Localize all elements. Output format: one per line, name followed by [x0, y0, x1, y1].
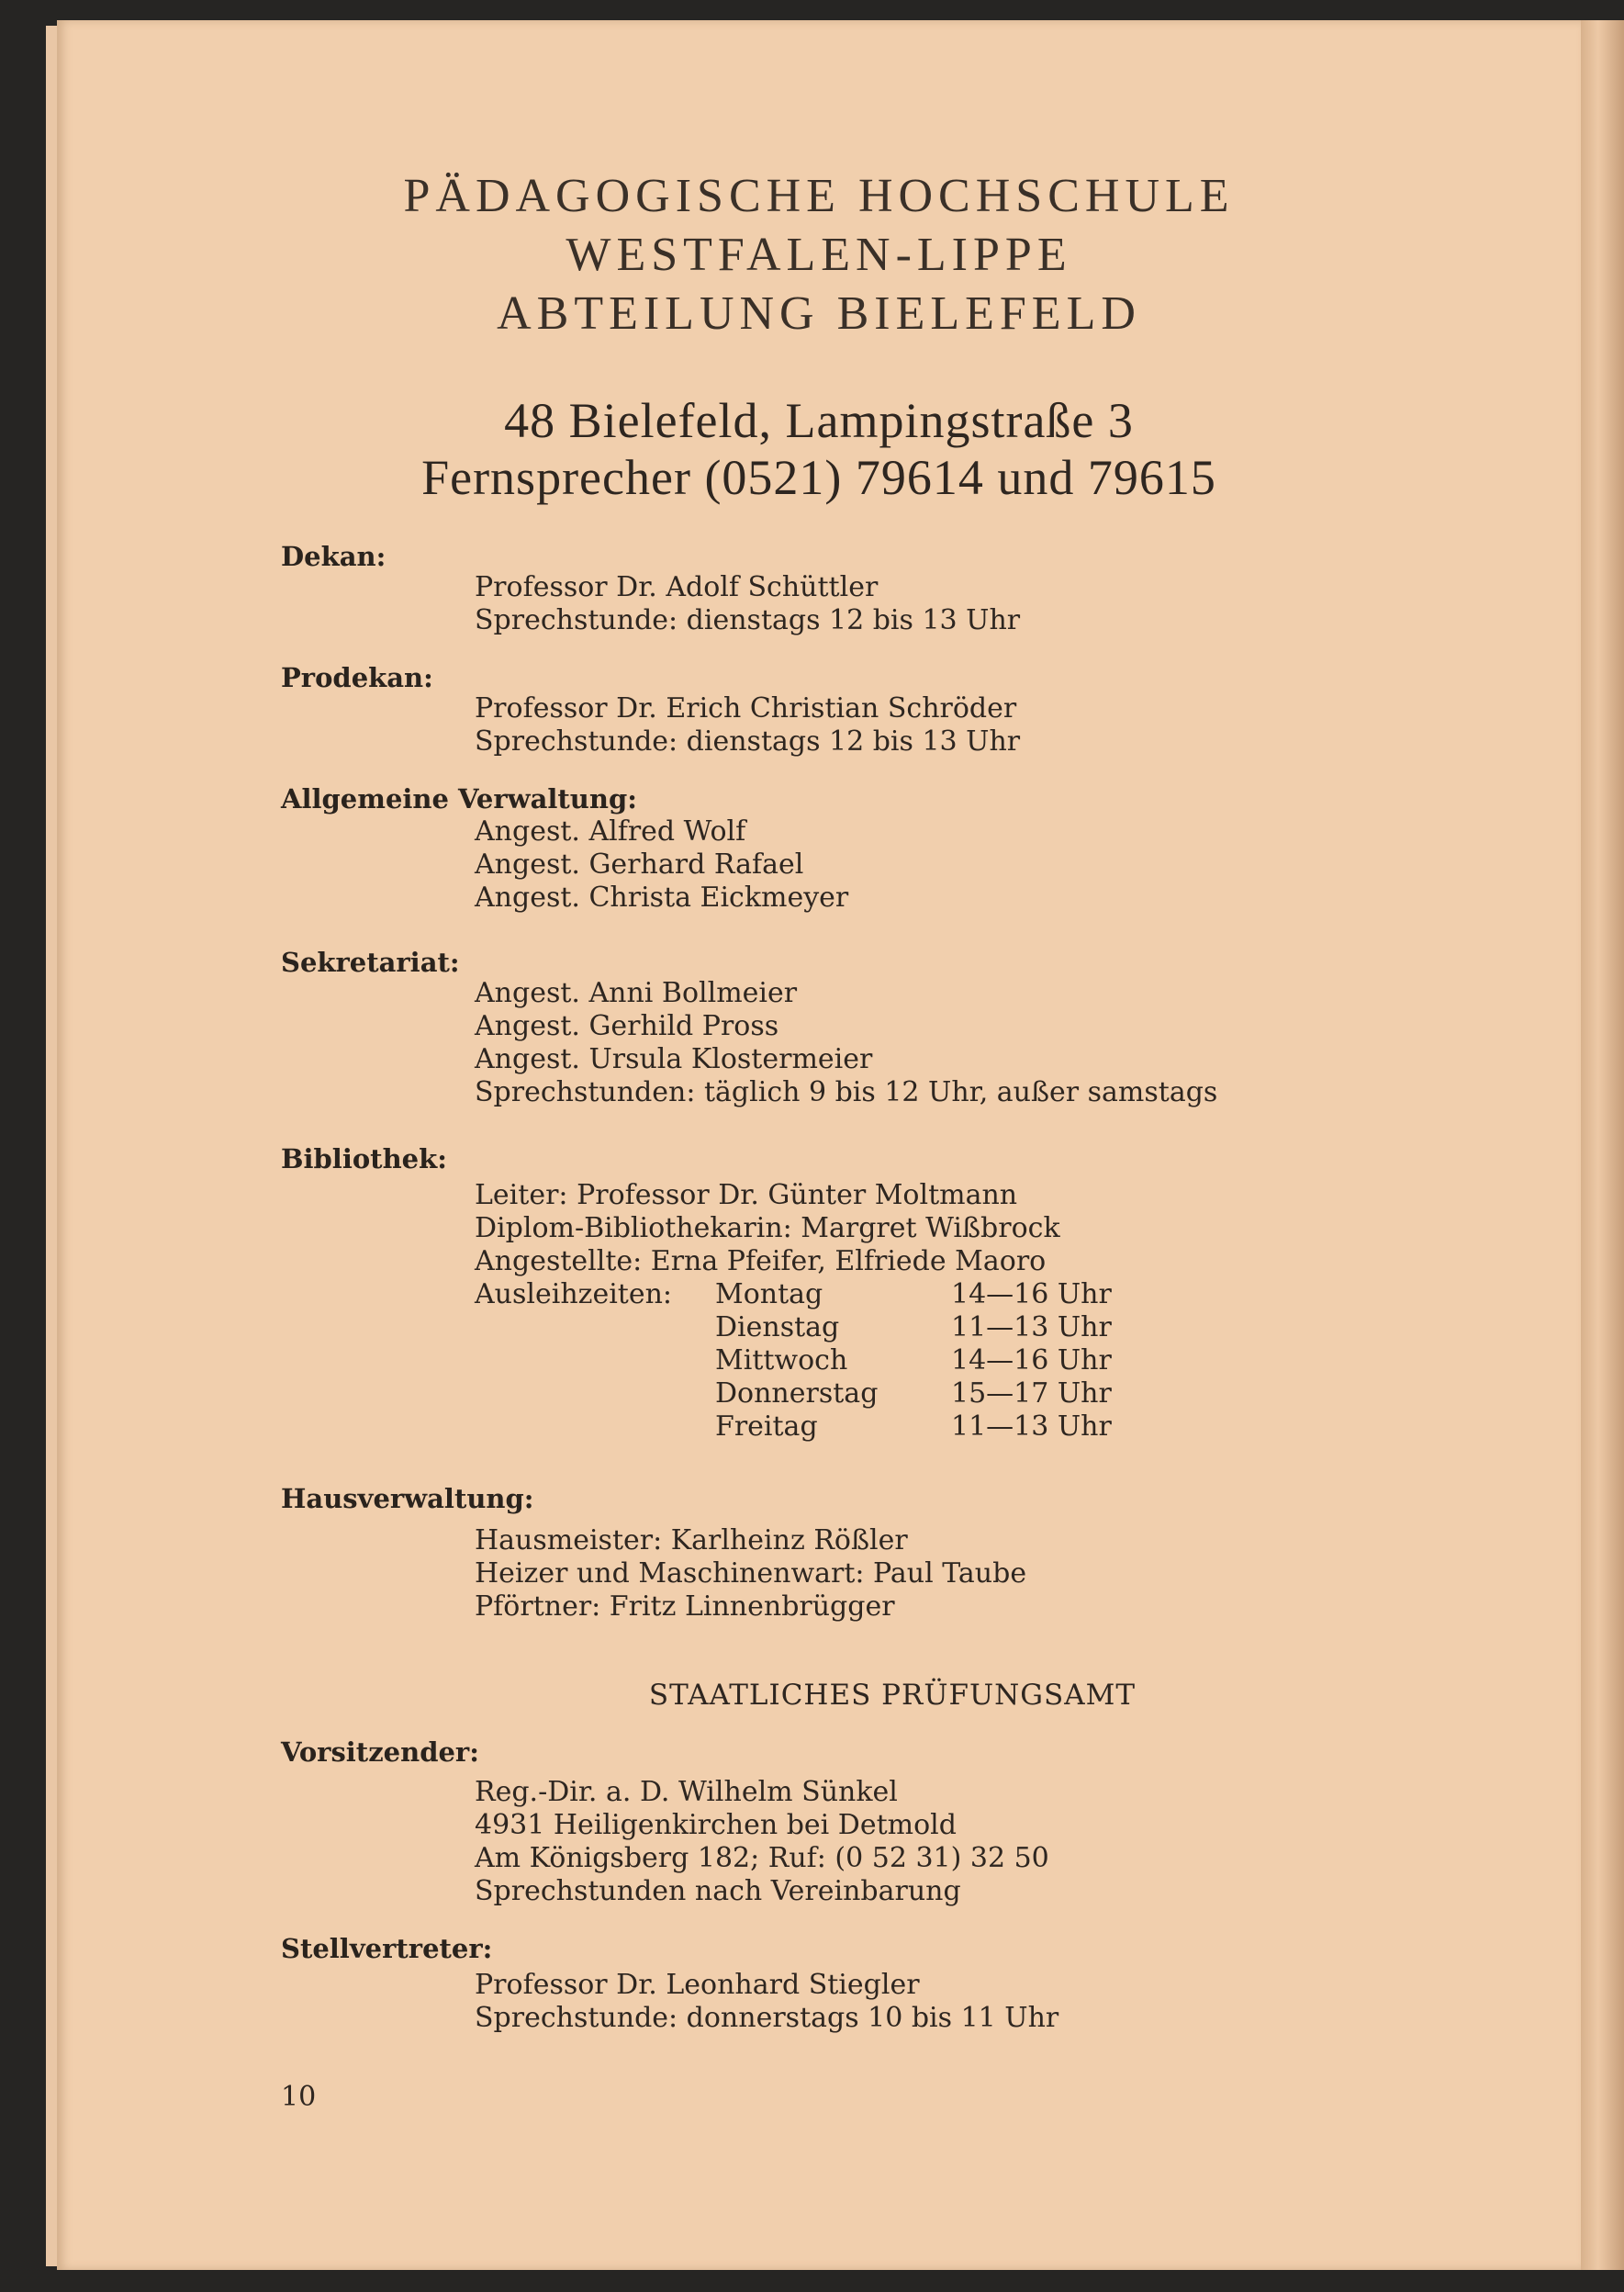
- hausverwaltung-block: [475, 1524, 1026, 1624]
- bibliothek-line: Angestellte: Erna Pfeifer, Elfriede Maoro: [475, 1245, 1047, 1277]
- sekretariat-line: Angest. Anni Bollmeier: [475, 977, 798, 1009]
- next-page-edge: [1581, 20, 1624, 2270]
- prodekan-label: Prodekan:: [281, 662, 433, 693]
- sekretariat-label: Sekretariat:: [281, 947, 460, 978]
- sekretariat-block: [475, 977, 1217, 1109]
- stellvertreter-line: Sprechstunde: donnerstags 10 bis 11 Uhr: [475, 2002, 1059, 2034]
- vorsitzender-line: Reg.-Dir. a. D. Wilhelm Sünkel: [475, 1776, 898, 1808]
- verwaltung-label: Allgemeine Verwaltung:: [281, 783, 637, 815]
- verwaltung-line: Angest. Christa Eickmeyer: [475, 882, 849, 914]
- vorsitzender-line: Am Königsberg 182; Ruf: (0 52 31) 32 50: [475, 1842, 1049, 1874]
- hours-time: 14—16 Uhr: [951, 1278, 1112, 1310]
- hours-day: Montag: [715, 1278, 823, 1310]
- hausverwaltung-line: Hausmeister: Karlheinz Rößler: [475, 1524, 908, 1556]
- stellvertreter-block: [475, 1969, 1058, 2035]
- pruefungsamt-title: STAATLICHES PRÜFUNGSAMT: [648, 1679, 1137, 1712]
- vorsitzender-block: [475, 1776, 1049, 1908]
- heading-line-2: WESTFALEN-LIPPE: [566, 229, 1072, 281]
- hours-row: [475, 1311, 1112, 1344]
- vorsitzender-label: Vorsitzender:: [281, 1736, 479, 1768]
- hours-row: [475, 1377, 1112, 1410]
- heading-line-3: ABTEILUNG BIELEFELD: [497, 287, 1141, 340]
- hours-day: Mittwoch: [715, 1344, 848, 1376]
- dekan-line: Sprechstunde: dienstags 12 bis 13 Uhr: [475, 604, 1021, 636]
- sekretariat-line: Angest. Ursula Klostermeier: [475, 1043, 873, 1075]
- phone: Fernsprecher (0521) 79614 und 79615: [421, 450, 1216, 505]
- hours-time: 14—16 Uhr: [951, 1344, 1112, 1376]
- bibliothek-line: Leiter: Professor Dr. Günter Moltmann: [475, 1179, 1018, 1211]
- institution-heading: [57, 167, 1581, 343]
- hours-time: 11—13 Uhr: [951, 1410, 1112, 1443]
- verwaltung-block: [475, 815, 848, 915]
- hausverwaltung-line: Heizer und Maschinenwart: Paul Taube: [475, 1557, 1027, 1590]
- heading-line-1: PÄDAGOGISCHE HOCHSCHULE: [403, 170, 1235, 222]
- bibliothek-label: Bibliothek:: [281, 1143, 447, 1174]
- stellvertreter-line: Professor Dr. Leonhard Stiegler: [475, 1969, 920, 2001]
- dekan-label: Dekan:: [281, 541, 386, 572]
- address: 48 Bielefeld, Lampingstraße 3: [504, 393, 1134, 448]
- contact-heading: [57, 392, 1581, 506]
- hausverwaltung-label: Hausverwaltung:: [281, 1483, 534, 1514]
- dekan-block: [475, 571, 1020, 637]
- stellvertreter-label: Stellvertreter:: [281, 1933, 493, 1964]
- prodekan-line: Sprechstunde: dienstags 12 bis 13 Uhr: [475, 725, 1021, 758]
- verwaltung-line: Angest. Gerhard Rafael: [475, 848, 804, 881]
- hours-label: Ausleihzeiten:: [475, 1278, 673, 1310]
- vorsitzender-line: Sprechstunden nach Vereinbarung: [475, 1875, 961, 1907]
- sekretariat-line: Sprechstunden: täglich 9 bis 12 Uhr, außer samstags: [475, 1076, 1218, 1108]
- verwaltung-line: Angest. Alfred Wolf: [475, 815, 746, 848]
- hours-row: [475, 1344, 1112, 1377]
- hours-time: 15—17 Uhr: [951, 1377, 1112, 1410]
- sekretariat-line: Angest. Gerhild Pross: [475, 1010, 779, 1042]
- prodekan-block: [475, 692, 1020, 758]
- page-number: 10: [281, 2081, 317, 2113]
- hausverwaltung-line: Pförtner: Fritz Linnenbrügger: [475, 1590, 895, 1623]
- hours-row: [475, 1410, 1112, 1444]
- hours-time: 11—13 Uhr: [951, 1311, 1112, 1343]
- hours-day: Dienstag: [715, 1311, 840, 1343]
- dekan-line: Professor Dr. Adolf Schüttler: [475, 571, 879, 603]
- bibliothek-line: Diplom-Bibliothekarin: Margret Wißbrock: [475, 1212, 1060, 1244]
- hours-day: Donnerstag: [715, 1377, 879, 1410]
- document-page: [57, 20, 1581, 2270]
- vorsitzender-line: 4931 Heiligenkirchen bei Detmold: [475, 1809, 957, 1841]
- hours-day: Freitag: [715, 1410, 818, 1443]
- prodekan-line: Professor Dr. Erich Christian Schröder: [475, 692, 1017, 725]
- hours-row: [475, 1278, 1112, 1311]
- bibliothek-block: [475, 1179, 1112, 1444]
